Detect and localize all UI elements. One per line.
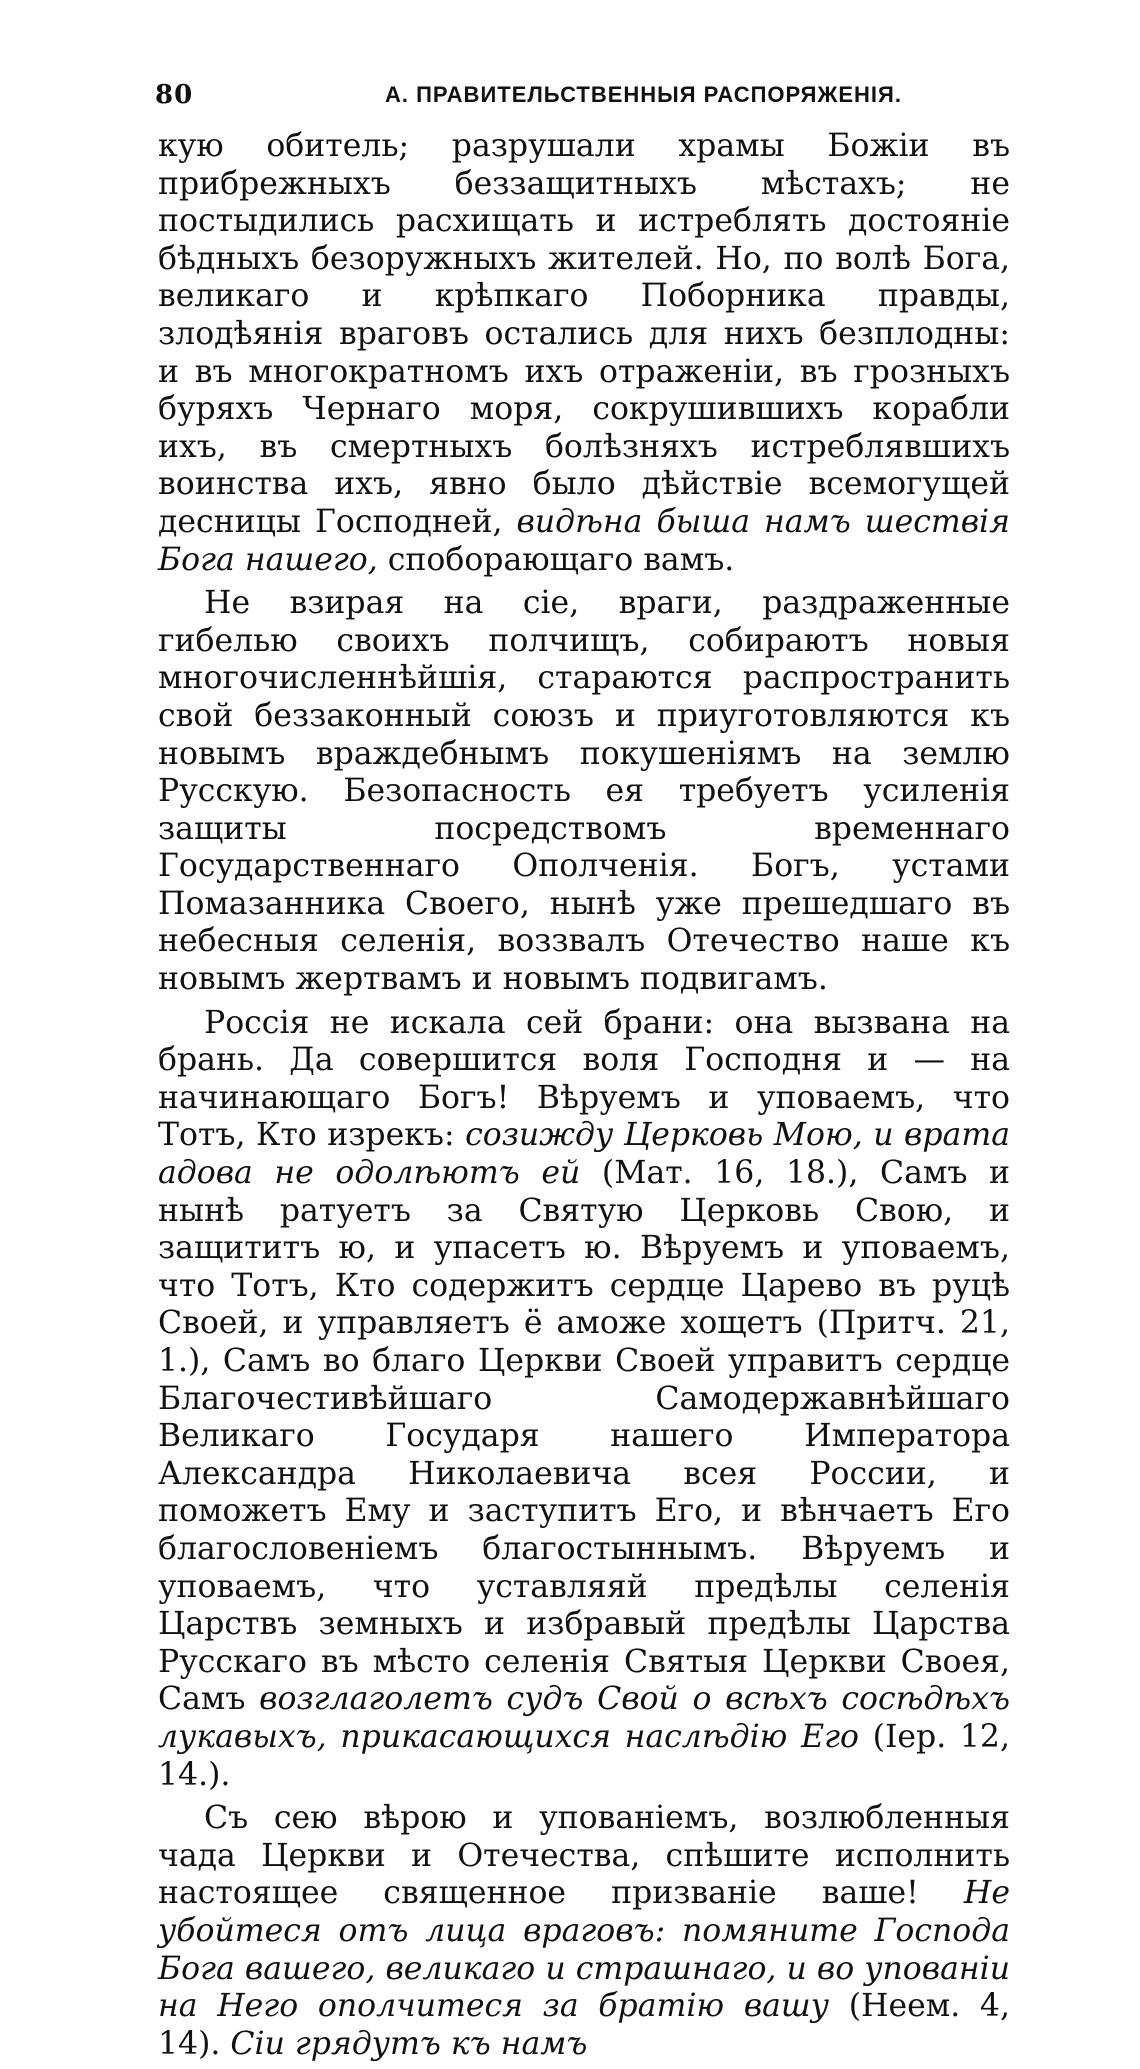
paragraph-3-italic-2: возглаголетъ судъ Свой о всѣхъ сосѣдѣхъ лукавыхъ, прикасающихся наслѣдію Его — [158, 1681, 1010, 1755]
page-number: 80 — [155, 80, 194, 110]
page-header — [155, 80, 1010, 114]
running-head: А. ПРАВИТЕЛЬСТВЕННЫЯ РАСПОРЯЖЕНІЯ. — [385, 82, 902, 107]
paragraph-3-text-1: Россія не искала сей брани: она вызвана на брань. Да совершится воля Господня и — на начинающаго Богъ! Вѣруемъ и уповаемъ, что Тотъ, Кто изрекъ: — [158, 1004, 1010, 1154]
paragraph-4-text-1: Съ сею вѣрою и упованіемъ, возлюбленныя чада Церкви и Отечества, спѣшите исполнить настоящее священное призваніе ваше! — [158, 1800, 1010, 1912]
body-text — [158, 128, 1010, 2069]
paragraph-1-italic-1: видѣна быша намъ шествія Бога нашего, — [158, 503, 1010, 578]
paragraph-3-text-3: (Іер. 12, 14.). — [158, 1718, 1010, 1793]
paragraph-1-text-1: кую обитель; разрушали храмы Божіи въ прибрежныхъ беззащитныхъ мѣстахъ; не постыдились расхищать и истреблять достояніе бѣдныхъ безоружныхъ жителей. Но, по волѣ Бога, великаго и крѣпкаго Поборника правды, злодѣянія враговъ остались для нихъ безплодны: и въ многократномъ ихъ отраженіи, въ грозныхъ буряхъ Чернаго моря, сокрушившихъ корабли ихъ, въ смертныхъ болѣзняхъ истреблявшихъ воинства ихъ, явно было дѣйствіе всемогущей десницы Господней, — [158, 128, 1010, 540]
paragraph-4-italic-2: Сіи грядутъ къ намъ — [230, 2025, 588, 2062]
paragraph-3-text-2: (Мат. 16, 18.), Самъ и нынѣ ратуетъ за Святую Церковь Свою, и защититъ ю, и упасетъ ю. Вѣруемъ и уповаемъ, что Тотъ, Кто содержитъ сердце Царево въ руцѣ Своей, и управляетъ ё аможе хощетъ (Притч. 21, 1.), Самъ во благо Церкви Своей управитъ сердце Благочестивѣйшаго Самодержавнѣйшаго Великаго Государя нашего Императора Александра Николаевича всея России, и поможетъ Ему и заступитъ Его, и вѣнчаетъ Его благословеніемъ благостыннымъ. Вѣруемъ и уповаемъ, что уставляяй предѣлы селенія Царствъ земныхъ и избравый предѣлы Царства Русскаго въ мѣсто селенія Святыя Церкви Своея, Самъ — [158, 1155, 1010, 1718]
paragraph-4-text-2: (Неем. 4, 14). — [158, 1988, 1010, 2062]
paragraph-3 — [158, 1005, 1010, 1794]
paragraph-4-italic-1: Не убойтеся отъ лица враговъ: помяните Господа Бога вашего, великаго и страшнаго, и во упованіи на Него ополчитеся за братію вашу — [158, 1875, 1010, 2025]
paragraph-1-text-2: споборающаго вамъ. — [377, 541, 735, 578]
paragraph-3-italic-1: созижду Церковь Мою, и врата адова не одолѣютъ ей — [158, 1117, 1010, 1192]
paragraph-2: Не взирая на сіе, враги, раздраженные гибелью своихъ полчищъ, собираютъ новыя многочисленнѣйшія, стараются распространить свой беззаконный союзъ и приуготовляются къ новымъ враждебнымъ покушеніямъ на землю Русскую. Безопасность ея требуетъ усиленія защиты посредствомъ временнаго Государственнаго Ополченія. Богъ, устами Помазанника Своего, нынѣ уже прешедшаго въ небесныя селенія, воззвалъ Отечество наше къ новымъ жертвамъ и новымъ подвигамъ. — [158, 585, 1010, 998]
paragraph-1 — [158, 128, 1010, 579]
paragraph-4 — [158, 1800, 1010, 2063]
